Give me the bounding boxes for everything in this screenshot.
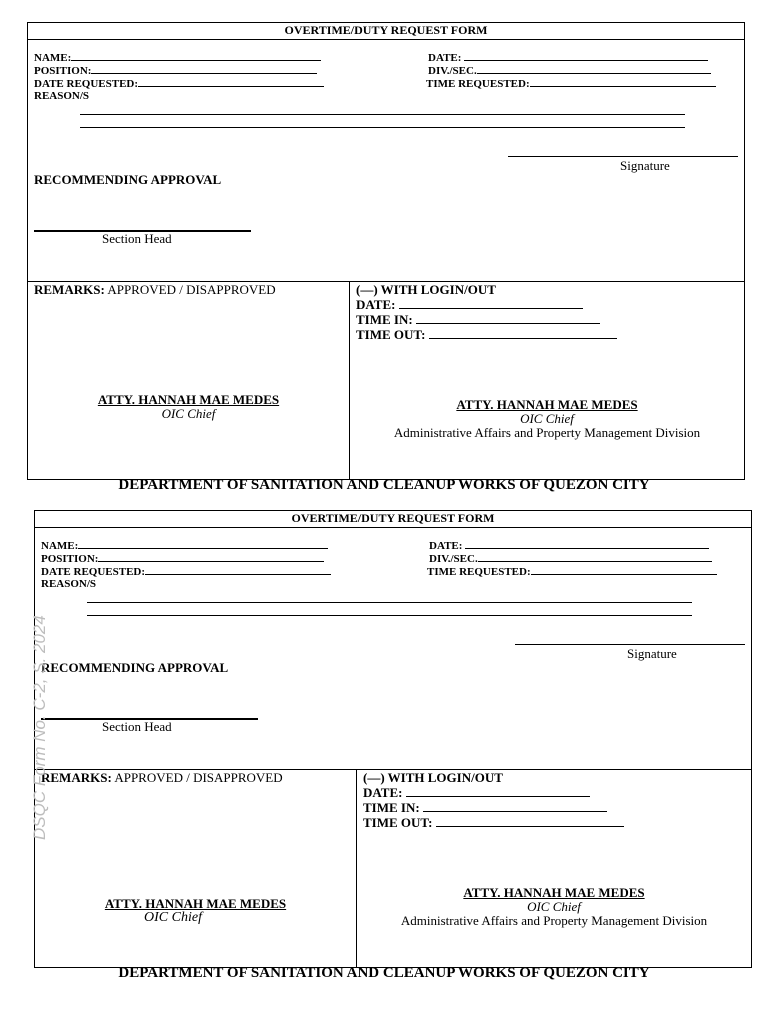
date-line[interactable]: [464, 51, 708, 61]
position-field[interactable]: [41, 552, 324, 566]
remarks: [34, 282, 276, 298]
remarks: [41, 770, 283, 786]
department-footer-1: DEPARTMENT OF SANITATION AND CLEANUP WORKS OF QUEZON CITY: [118, 477, 650, 493]
date-requested-field[interactable]: [41, 565, 331, 579]
form-number-watermark: DSQC Form No. C-2, S. 2024: [30, 615, 49, 840]
remarks-label: REMARKS:: [41, 770, 112, 785]
time-requested-line[interactable]: [531, 565, 717, 575]
right-signatory-title: OIC Chief: [527, 899, 581, 914]
time-requested-line[interactable]: [530, 77, 716, 87]
date-field[interactable]: [429, 539, 709, 553]
right-signatory-division: Administrative Affairs and Property Management Division: [393, 425, 701, 440]
position-line[interactable]: [91, 64, 317, 74]
date-label: DATE:: [428, 52, 462, 64]
position-field[interactable]: [34, 64, 317, 78]
time-in-field[interactable]: [356, 312, 600, 327]
left-signatory-name: ATTY. HANNAH MAE MEDES: [97, 392, 280, 407]
remarks-label: REMARKS:: [34, 282, 105, 297]
date-requested-line[interactable]: [138, 77, 324, 87]
time-out-label: TIME OUT:: [356, 327, 426, 342]
section-head-label: Section Head: [102, 719, 172, 734]
div-sec-field[interactable]: [428, 64, 711, 78]
reason-line-2[interactable]: [87, 615, 692, 616]
reason-line-1[interactable]: [87, 602, 692, 603]
time-out-line[interactable]: [429, 328, 617, 339]
name-field[interactable]: [34, 51, 321, 65]
time-out-line[interactable]: [436, 816, 624, 827]
right-signatory-name: ATTY. HANNAH MAE MEDES: [456, 397, 638, 412]
date-requested-label: DATE REQUESTED:: [41, 566, 146, 578]
approval-divider: [356, 770, 357, 967]
reason-line-2[interactable]: [80, 127, 685, 128]
login-date-field[interactable]: [356, 297, 583, 312]
date-requested-line[interactable]: [145, 565, 331, 575]
login-date-line[interactable]: [399, 298, 583, 309]
date-label: DATE:: [429, 540, 463, 552]
position-label: POSITION:: [34, 65, 92, 77]
reasons-label: REASON/S: [34, 90, 90, 102]
time-in-line[interactable]: [423, 801, 607, 812]
date-field[interactable]: [428, 51, 708, 65]
date-line[interactable]: [465, 539, 709, 549]
div-sec-line[interactable]: [477, 64, 711, 74]
time-requested-field[interactable]: [427, 565, 717, 579]
signature-line[interactable]: [515, 644, 745, 645]
reason-line-1[interactable]: [80, 114, 685, 115]
recommending-approval-label: RECOMMENDING APPROVAL: [34, 172, 222, 187]
form-title: OVERTIME/DUTY REQUEST FORM: [28, 23, 744, 40]
remarks-value: APPROVED / DISAPPROVED: [107, 282, 276, 297]
div-sec-field[interactable]: [429, 552, 712, 566]
position-label: POSITION:: [41, 553, 99, 565]
name-line[interactable]: [71, 51, 321, 61]
name-field[interactable]: [41, 539, 328, 553]
request-form-1: [27, 22, 745, 480]
time-requested-field[interactable]: [426, 77, 716, 91]
time-out-label: TIME OUT:: [363, 815, 433, 830]
date-requested-label: DATE REQUESTED:: [34, 78, 139, 90]
form-title: OVERTIME/DUTY REQUEST FORM: [35, 511, 751, 528]
signature-label: Signature: [620, 158, 670, 173]
name-label: NAME:: [34, 52, 72, 64]
remarks-value: APPROVED / DISAPPROVED: [114, 770, 283, 785]
time-in-field[interactable]: [363, 800, 607, 815]
time-in-label: TIME IN:: [356, 312, 413, 327]
time-out-field[interactable]: [363, 815, 624, 830]
left-signatory-title: OIC Chief: [144, 910, 202, 925]
time-in-line[interactable]: [416, 313, 600, 324]
signature-line[interactable]: [508, 156, 738, 157]
left-signatory-title: OIC Chief: [161, 406, 216, 421]
date-requested-field[interactable]: [34, 77, 324, 91]
approval-divider: [349, 282, 350, 479]
right-signatory-name: ATTY. HANNAH MAE MEDES: [463, 885, 645, 900]
div-sec-label: DIV./SEC.: [428, 65, 477, 77]
login-date-label: DATE:: [356, 297, 396, 312]
time-in-label: TIME IN:: [363, 800, 420, 815]
time-out-field[interactable]: [356, 327, 617, 342]
div-sec-line[interactable]: [478, 552, 712, 562]
reasons-label: REASON/S: [41, 578, 97, 590]
request-form-2: [34, 510, 752, 968]
name-line[interactable]: [78, 539, 328, 549]
div-sec-label: DIV./SEC.: [429, 553, 478, 565]
signature-label: Signature: [627, 646, 677, 661]
time-requested-label: TIME REQUESTED:: [426, 78, 530, 90]
left-signatory-name: ATTY. HANNAH MAE MEDES: [104, 896, 287, 911]
login-date-label: DATE:: [363, 785, 403, 800]
with-login-label: (—) WITH LOGIN/OUT: [356, 282, 496, 297]
time-requested-label: TIME REQUESTED:: [427, 566, 531, 578]
position-line[interactable]: [98, 552, 324, 562]
name-label: NAME:: [41, 540, 79, 552]
login-date-line[interactable]: [406, 786, 590, 797]
right-signatory-title: OIC Chief: [520, 411, 574, 426]
with-login-label: (—) WITH LOGIN/OUT: [363, 770, 503, 785]
approval-section: [35, 769, 751, 967]
recommending-approval-label: RECOMMENDING APPROVAL: [41, 660, 229, 675]
approval-section: [28, 281, 744, 479]
login-date-field[interactable]: [363, 785, 590, 800]
department-footer-2: DEPARTMENT OF SANITATION AND CLEANUP WORKS OF QUEZON CITY: [118, 965, 650, 981]
section-head-label: Section Head: [102, 231, 172, 246]
right-signatory-division: Administrative Affairs and Property Management Division: [400, 913, 708, 928]
